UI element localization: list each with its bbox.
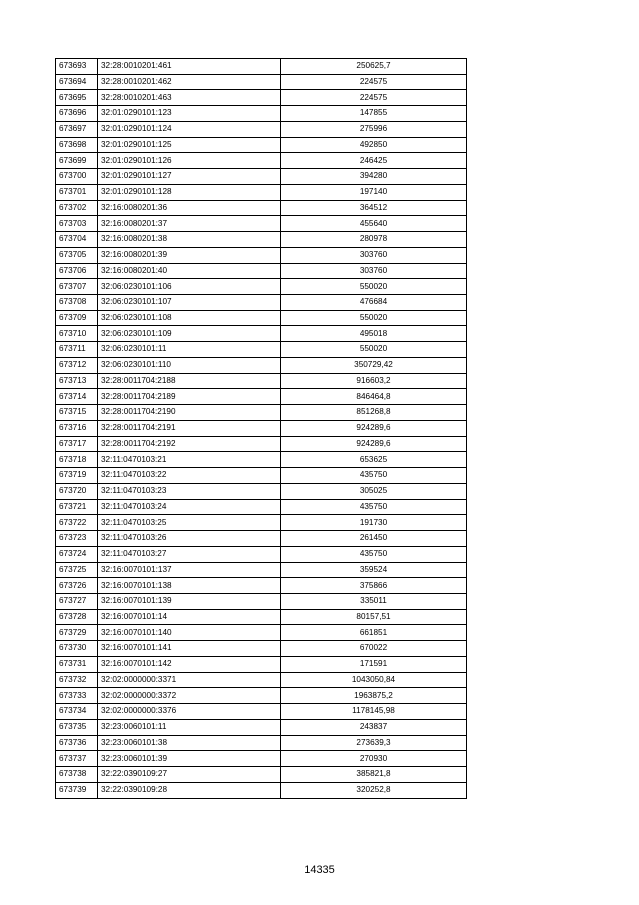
row-number-cell: 673696: [56, 106, 98, 122]
value-cell: 495018: [281, 326, 467, 342]
table-row: [56, 578, 467, 594]
value-cell: 435750: [281, 499, 467, 515]
row-number-cell: 673726: [56, 578, 98, 594]
row-number-cell: 673704: [56, 232, 98, 248]
row-number-cell: 673715: [56, 405, 98, 421]
value-cell: 320252,8: [281, 782, 467, 798]
value-cell: 359524: [281, 562, 467, 578]
value-cell: 243837: [281, 719, 467, 735]
row-number-cell: 673694: [56, 74, 98, 90]
row-number-cell: 673716: [56, 420, 98, 436]
cadastral-number-cell: 32:16:0080201:36: [98, 200, 281, 216]
row-number-cell: 673698: [56, 137, 98, 153]
cadastral-number-cell: 32:16:0080201:37: [98, 216, 281, 232]
value-cell: 246425: [281, 153, 467, 169]
value-cell: 476684: [281, 295, 467, 311]
cadastral-number-cell: 32:23:0060101:39: [98, 751, 281, 767]
value-cell: 385821,8: [281, 767, 467, 783]
cadastral-number-cell: 32:02:0000000:3372: [98, 688, 281, 704]
registry-table: [55, 58, 467, 799]
row-number-cell: 673721: [56, 499, 98, 515]
row-number-cell: 673735: [56, 719, 98, 735]
table-row: [56, 106, 467, 122]
table-row: [56, 735, 467, 751]
cadastral-number-cell: 32:23:0060101:38: [98, 735, 281, 751]
value-cell: 350729,42: [281, 357, 467, 373]
cadastral-number-cell: 32:28:0010201:463: [98, 90, 281, 106]
table-row: [56, 593, 467, 609]
table-row: [56, 342, 467, 358]
table-row: [56, 310, 467, 326]
row-number-cell: 673730: [56, 641, 98, 657]
table-row: [56, 483, 467, 499]
cadastral-number-cell: 32:16:0080201:39: [98, 247, 281, 263]
row-number-cell: 673725: [56, 562, 98, 578]
value-cell: 147855: [281, 106, 467, 122]
table-row: [56, 184, 467, 200]
table-row: [56, 263, 467, 279]
value-cell: 303760: [281, 263, 467, 279]
row-number-cell: 673711: [56, 342, 98, 358]
row-number-cell: 673727: [56, 593, 98, 609]
table-row: [56, 420, 467, 436]
cadastral-number-cell: 32:16:0070101:139: [98, 593, 281, 609]
row-number-cell: 673738: [56, 767, 98, 783]
cadastral-number-cell: 32:02:0000000:3376: [98, 704, 281, 720]
value-cell: 303760: [281, 247, 467, 263]
table-row: [56, 625, 467, 641]
document-page: [55, 58, 466, 799]
table-row: [56, 641, 467, 657]
cadastral-number-cell: 32:06:0230101:110: [98, 357, 281, 373]
table-row: [56, 389, 467, 405]
row-number-cell: 673695: [56, 90, 98, 106]
value-cell: 846464,8: [281, 389, 467, 405]
cadastral-number-cell: 32:16:0070101:142: [98, 656, 281, 672]
value-cell: 191730: [281, 515, 467, 531]
table-row: [56, 562, 467, 578]
row-number-cell: 673739: [56, 782, 98, 798]
table-row: [56, 279, 467, 295]
table-row: [56, 436, 467, 452]
cadastral-number-cell: 32:28:0010201:462: [98, 74, 281, 90]
value-cell: 280978: [281, 232, 467, 248]
table-row: [56, 74, 467, 90]
table-row: [56, 609, 467, 625]
table-row: [56, 200, 467, 216]
value-cell: 1043050,84: [281, 672, 467, 688]
row-number-cell: 673724: [56, 546, 98, 562]
value-cell: 273639,3: [281, 735, 467, 751]
cadastral-number-cell: 32:06:0230101:106: [98, 279, 281, 295]
cadastral-number-cell: 32:01:0290101:126: [98, 153, 281, 169]
cadastral-number-cell: 32:01:0290101:127: [98, 169, 281, 185]
cadastral-number-cell: 32:01:0290101:128: [98, 184, 281, 200]
table-row: [56, 373, 467, 389]
value-cell: 435750: [281, 468, 467, 484]
page-number: 14335: [304, 864, 335, 876]
value-cell: 197140: [281, 184, 467, 200]
value-cell: 1178145,98: [281, 704, 467, 720]
table-row: [56, 405, 467, 421]
value-cell: 305025: [281, 483, 467, 499]
value-cell: 550020: [281, 342, 467, 358]
value-cell: 924289,6: [281, 420, 467, 436]
value-cell: 550020: [281, 279, 467, 295]
row-number-cell: 673705: [56, 247, 98, 263]
value-cell: 851268,8: [281, 405, 467, 421]
row-number-cell: 673728: [56, 609, 98, 625]
row-number-cell: 673723: [56, 531, 98, 547]
cadastral-number-cell: 32:16:0070101:140: [98, 625, 281, 641]
row-number-cell: 673736: [56, 735, 98, 751]
table-row: [56, 515, 467, 531]
cadastral-number-cell: 32:22:0390109:28: [98, 782, 281, 798]
row-number-cell: 673732: [56, 672, 98, 688]
row-number-cell: 673731: [56, 656, 98, 672]
table-row: [56, 531, 467, 547]
value-cell: 455640: [281, 216, 467, 232]
cadastral-number-cell: 32:16:0080201:40: [98, 263, 281, 279]
table-row: [56, 90, 467, 106]
cadastral-number-cell: 32:28:0011704:2189: [98, 389, 281, 405]
row-number-cell: 673737: [56, 751, 98, 767]
cadastral-number-cell: 32:01:0290101:124: [98, 121, 281, 137]
table-row: [56, 295, 467, 311]
row-number-cell: 673701: [56, 184, 98, 200]
row-number-cell: 673707: [56, 279, 98, 295]
table-row: [56, 782, 467, 798]
row-number-cell: 673719: [56, 468, 98, 484]
value-cell: 924289,6: [281, 436, 467, 452]
cadastral-number-cell: 32:16:0070101:14: [98, 609, 281, 625]
value-cell: 261450: [281, 531, 467, 547]
value-cell: 250625,7: [281, 59, 467, 75]
table-row: [56, 247, 467, 263]
cadastral-number-cell: 32:11:0470103:22: [98, 468, 281, 484]
row-number-cell: 673722: [56, 515, 98, 531]
cadastral-number-cell: 32:01:0290101:125: [98, 137, 281, 153]
cadastral-number-cell: 32:16:0070101:138: [98, 578, 281, 594]
row-number-cell: 673699: [56, 153, 98, 169]
row-number-cell: 673712: [56, 357, 98, 373]
value-cell: 653625: [281, 452, 467, 468]
value-cell: 670022: [281, 641, 467, 657]
value-cell: 375866: [281, 578, 467, 594]
cadastral-number-cell: 32:16:0070101:137: [98, 562, 281, 578]
table-row: [56, 121, 467, 137]
row-number-cell: 673708: [56, 295, 98, 311]
row-number-cell: 673703: [56, 216, 98, 232]
table-row: [56, 452, 467, 468]
table-row: [56, 719, 467, 735]
cadastral-number-cell: 32:22:0390109:27: [98, 767, 281, 783]
table-row: [56, 688, 467, 704]
cadastral-number-cell: 32:11:0470103:21: [98, 452, 281, 468]
table-row: [56, 137, 467, 153]
cadastral-number-cell: 32:28:0011704:2190: [98, 405, 281, 421]
value-cell: 171591: [281, 656, 467, 672]
cadastral-number-cell: 32:16:0070101:141: [98, 641, 281, 657]
cadastral-number-cell: 32:28:0010201:461: [98, 59, 281, 75]
value-cell: 661851: [281, 625, 467, 641]
cadastral-number-cell: 32:16:0080201:38: [98, 232, 281, 248]
table-row: [56, 326, 467, 342]
value-cell: 364512: [281, 200, 467, 216]
cadastral-number-cell: 32:02:0000000:3371: [98, 672, 281, 688]
table-row: [56, 216, 467, 232]
value-cell: 1963875,2: [281, 688, 467, 704]
table-row: [56, 546, 467, 562]
row-number-cell: 673718: [56, 452, 98, 468]
cadastral-number-cell: 32:28:0011704:2192: [98, 436, 281, 452]
table-row: [56, 767, 467, 783]
table-row: [56, 357, 467, 373]
table-row: [56, 672, 467, 688]
value-cell: 80157,51: [281, 609, 467, 625]
row-number-cell: 673720: [56, 483, 98, 499]
registry-table-body: [56, 59, 467, 799]
cadastral-number-cell: 32:23:0060101:11: [98, 719, 281, 735]
row-number-cell: 673733: [56, 688, 98, 704]
row-number-cell: 673693: [56, 59, 98, 75]
value-cell: 270930: [281, 751, 467, 767]
row-number-cell: 673714: [56, 389, 98, 405]
row-number-cell: 673697: [56, 121, 98, 137]
table-row: [56, 656, 467, 672]
cadastral-number-cell: 32:11:0470103:26: [98, 531, 281, 547]
row-number-cell: 673700: [56, 169, 98, 185]
table-row: [56, 751, 467, 767]
value-cell: 550020: [281, 310, 467, 326]
cadastral-number-cell: 32:06:0230101:11: [98, 342, 281, 358]
row-number-cell: 673713: [56, 373, 98, 389]
value-cell: 335011: [281, 593, 467, 609]
table-row: [56, 468, 467, 484]
row-number-cell: 673706: [56, 263, 98, 279]
row-number-cell: 673709: [56, 310, 98, 326]
cadastral-number-cell: 32:28:0011704:2188: [98, 373, 281, 389]
cadastral-number-cell: 32:11:0470103:25: [98, 515, 281, 531]
cadastral-number-cell: 32:11:0470103:24: [98, 499, 281, 515]
table-row: [56, 232, 467, 248]
cadastral-number-cell: 32:06:0230101:107: [98, 295, 281, 311]
row-number-cell: 673702: [56, 200, 98, 216]
row-number-cell: 673710: [56, 326, 98, 342]
table-row: [56, 169, 467, 185]
cadastral-number-cell: 32:06:0230101:109: [98, 326, 281, 342]
row-number-cell: 673717: [56, 436, 98, 452]
table-row: [56, 704, 467, 720]
value-cell: 492850: [281, 137, 467, 153]
cadastral-number-cell: 32:01:0290101:123: [98, 106, 281, 122]
table-row: [56, 499, 467, 515]
cadastral-number-cell: 32:11:0470103:23: [98, 483, 281, 499]
cadastral-number-cell: 32:28:0011704:2191: [98, 420, 281, 436]
table-row: [56, 153, 467, 169]
row-number-cell: 673729: [56, 625, 98, 641]
value-cell: 224575: [281, 90, 467, 106]
value-cell: 224575: [281, 74, 467, 90]
row-number-cell: 673734: [56, 704, 98, 720]
cadastral-number-cell: 32:11:0470103:27: [98, 546, 281, 562]
value-cell: 916603,2: [281, 373, 467, 389]
cadastral-number-cell: 32:06:0230101:108: [98, 310, 281, 326]
value-cell: 435750: [281, 546, 467, 562]
table-row: [56, 59, 467, 75]
value-cell: 394280: [281, 169, 467, 185]
value-cell: 275996: [281, 121, 467, 137]
